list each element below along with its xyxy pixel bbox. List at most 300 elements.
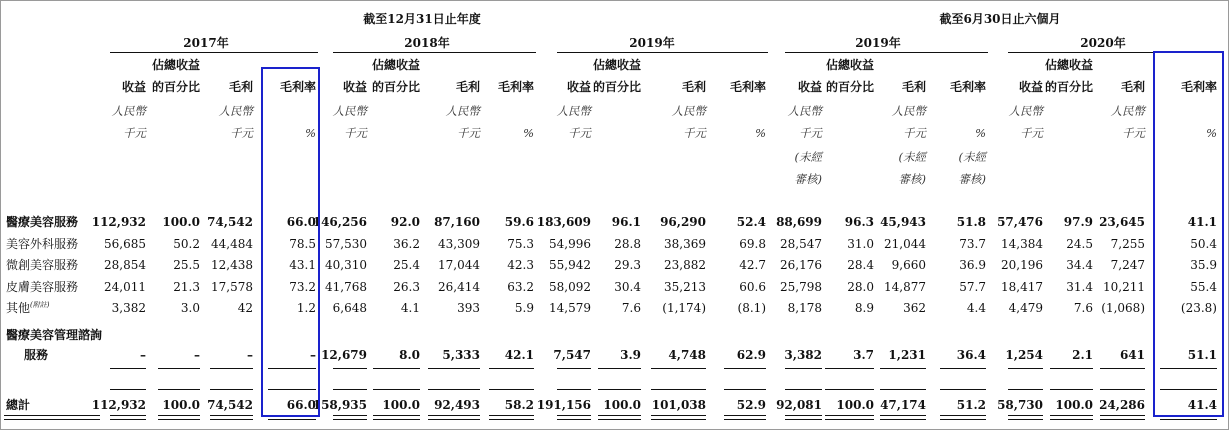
total-top-rule	[880, 389, 926, 390]
table-cell: 41.4	[1187, 398, 1217, 412]
total-double-rule-2	[210, 419, 253, 420]
table-cell: 60.6	[739, 280, 766, 294]
table-cell: 146,256	[312, 215, 367, 229]
table-cell: 52.9	[736, 398, 766, 412]
header-margin: 毛利率	[1180, 80, 1217, 94]
table-cell: 28.8	[614, 237, 641, 251]
header-unaudited-note: (未經	[794, 150, 822, 164]
header-gross-profit: 毛利	[901, 80, 926, 94]
table-cell: 30.4	[614, 280, 641, 294]
table-cell: 44,484	[211, 237, 253, 251]
table-cell: 36.4	[956, 348, 986, 362]
header-unit-rmb: 人民幣	[1008, 104, 1043, 118]
header-revenue: 收益	[797, 80, 822, 94]
table-cell: 36.9	[959, 258, 986, 272]
table-cell: 7,247	[1110, 258, 1145, 272]
table-cell: 74,542	[207, 215, 253, 229]
table-cell: 100.0	[603, 398, 641, 412]
table-cell: 47,174	[880, 398, 926, 412]
table-cell: 23,882	[664, 258, 706, 272]
header-unit-rmb: 人民幣	[1110, 104, 1145, 118]
table-cell: 38,369	[664, 237, 706, 251]
total-top-rule	[333, 389, 367, 390]
table-cell: 14,877	[884, 280, 926, 294]
table-cell: 28.0	[847, 280, 874, 294]
header-gross-profit: 毛利	[228, 80, 253, 94]
subtotal-rule	[880, 368, 926, 369]
header-pct-line2: 的百分比	[151, 80, 200, 94]
table-cell: 87,160	[434, 215, 480, 229]
table-cell: 92,493	[434, 398, 480, 412]
table-cell: 58,092	[549, 280, 591, 294]
table-cell: 5.9	[514, 301, 534, 315]
table-cell: 6,648	[332, 301, 367, 315]
subtotal-rule	[557, 368, 591, 369]
header-unit-percent: %	[755, 126, 766, 140]
row-label-text: 美容外科服務	[6, 237, 79, 251]
table-cell: 14,579	[549, 301, 591, 315]
header-unit-percent: %	[523, 126, 534, 140]
row-label-text: 其他	[6, 301, 31, 315]
table-cell: 35.9	[1190, 258, 1217, 272]
total-double-rule-1	[1050, 415, 1093, 416]
table-cell: 24.5	[1066, 237, 1093, 251]
header-unaudited-note: (未經	[958, 150, 986, 164]
total-top-rule	[489, 389, 534, 390]
total-double-rule-1	[1100, 415, 1145, 416]
header-unit-rmb: 人民幣	[787, 104, 822, 118]
total-double-rule-1	[598, 415, 641, 416]
row-label	[6, 215, 78, 229]
header-unit-rmb: 人民幣	[671, 104, 706, 118]
table-cell: 393	[457, 301, 480, 315]
table-cell: 43.1	[289, 258, 316, 272]
total-top-rule	[1008, 389, 1043, 390]
total-top-rule	[651, 389, 706, 390]
total-double-rule-2	[880, 419, 926, 420]
table-cell: 58,730	[997, 398, 1043, 412]
header-pct-line1: 佔總收益	[371, 58, 420, 72]
table-cell: 28,854	[104, 258, 146, 272]
table-cell: 42.1	[504, 348, 534, 362]
table-cell: 21,044	[884, 237, 926, 251]
table-cell: 29.3	[614, 258, 641, 272]
header-gross-profit: 毛利	[681, 80, 706, 94]
table-cell: 55,942	[549, 258, 591, 272]
header-unit-thousand: 千元	[1122, 126, 1145, 140]
table-cell: (23.8)	[1180, 301, 1217, 315]
subtotal-rule	[940, 368, 986, 369]
table-cell: 362	[903, 301, 926, 315]
total-double-rule-2	[785, 419, 822, 420]
total-top-rule	[1050, 389, 1093, 390]
table-cell: 41.1	[1187, 215, 1217, 229]
header-unit-thousand: 千元	[230, 126, 253, 140]
table-cell: 26,414	[438, 280, 480, 294]
table-cell: 5,333	[442, 348, 480, 362]
subtotal-rule	[333, 368, 367, 369]
row-label	[6, 301, 49, 315]
header-margin: 毛利率	[497, 80, 534, 94]
total-double-rule-2	[373, 419, 420, 420]
header-revenue: 收益	[566, 80, 591, 94]
table-cell: 66.0	[286, 215, 316, 229]
header-gross-profit: 毛利	[1120, 80, 1145, 94]
total-double-rule-1	[110, 415, 146, 416]
total-top-rule	[940, 389, 986, 390]
subtotal-rule	[598, 368, 641, 369]
header-unit-thousand: 千元	[123, 126, 146, 140]
total-double-rule-2	[110, 419, 146, 420]
table-cell: 1,254	[1005, 348, 1043, 362]
total-double-rule-1	[940, 415, 986, 416]
subtotal-rule	[1008, 368, 1043, 369]
year-underline	[557, 52, 768, 53]
table-cell: 57,530	[325, 237, 367, 251]
table-cell: 4.4	[966, 301, 986, 315]
total-double-rule-1	[651, 415, 706, 416]
subtotal-rule	[428, 368, 480, 369]
total-double-rule-1	[724, 415, 766, 416]
table-cell: 8.9	[854, 301, 874, 315]
table-cell: 92,081	[776, 398, 822, 412]
table-cell: 28.4	[847, 258, 874, 272]
table-cell: 51.8	[956, 215, 986, 229]
table-cell: 4.1	[400, 301, 420, 315]
table-cell: 7.6	[621, 301, 641, 315]
subtotal-rule	[785, 368, 822, 369]
table-cell: 41,768	[325, 280, 367, 294]
table-cell: 7,547	[553, 348, 591, 362]
row-label-text: 醫療美容服務	[6, 215, 79, 229]
total-double-rule-1	[373, 415, 420, 416]
table-cell: 59.6	[504, 215, 534, 229]
total-double-rule-1	[880, 415, 926, 416]
table-cell: 21.3	[173, 280, 200, 294]
table-cell: 191,156	[536, 398, 591, 412]
header-pct-line2: 的百分比	[592, 80, 641, 94]
header-unit-thousand: 千元	[457, 126, 480, 140]
table-cell: 8.0	[399, 348, 420, 362]
header-revenue: 收益	[121, 80, 146, 94]
table-cell: (8.1)	[737, 301, 766, 315]
header-unit-thousand: 千元	[683, 126, 706, 140]
table-cell: 97.9	[1063, 215, 1093, 229]
header-unit-thousand: 千元	[344, 126, 367, 140]
total-double-rule-2	[940, 419, 986, 420]
table-cell: 14,384	[1001, 237, 1043, 251]
total-double-rule-2	[825, 419, 874, 420]
table-cell: –	[194, 348, 200, 362]
header-unaudited-note: (未經	[898, 150, 926, 164]
table-cell: 96.3	[844, 215, 874, 229]
table-cell: 75.3	[507, 237, 534, 251]
year-underline	[333, 52, 536, 53]
table-cell: –	[310, 348, 316, 362]
table-cell: 100.0	[162, 398, 200, 412]
table-cell: 2.1	[1072, 348, 1093, 362]
header-pct-line1: 佔總收益	[592, 58, 641, 72]
table-cell: 24,011	[104, 280, 146, 294]
subtotal-rule	[158, 368, 200, 369]
total-top-rule	[557, 389, 591, 390]
row-label	[6, 398, 30, 412]
header-pct-line1: 佔總收益	[151, 58, 200, 72]
total-double-rule-2	[598, 419, 641, 420]
subtotal-rule	[651, 368, 706, 369]
total-double-rule-1	[4, 415, 100, 416]
subtotal-rule	[1100, 368, 1145, 369]
header-unit-thousand: 千元	[799, 126, 822, 140]
header-revenue: 收益	[342, 80, 367, 94]
header-pct-line1: 佔總收益	[825, 58, 874, 72]
header-unit-rmb: 人民幣	[891, 104, 926, 118]
table-cell: 3,382	[111, 301, 146, 315]
header-unit-thousand: 千元	[903, 126, 926, 140]
total-double-rule-2	[724, 419, 766, 420]
header-unit-rmb: 人民幣	[111, 104, 146, 118]
footnote-marker: (附註)	[30, 301, 50, 309]
total-double-rule-1	[825, 415, 874, 416]
table-cell: 100.0	[836, 398, 874, 412]
table-cell: 40,310	[325, 258, 367, 272]
header-margin: 毛利率	[279, 80, 316, 94]
table-cell: 58.2	[504, 398, 534, 412]
table-cell: 55.4	[1190, 280, 1217, 294]
table-cell: (1,174)	[662, 301, 706, 315]
subtotal-rule	[489, 368, 534, 369]
header-unaudited-note: 審核)	[898, 172, 926, 186]
subtotal-rule	[724, 368, 766, 369]
table-cell: 42.7	[739, 258, 766, 272]
total-double-rule-1	[1008, 415, 1043, 416]
table-cell: 24,286	[1099, 398, 1145, 412]
row-label	[6, 237, 78, 251]
table-cell: 52.4	[736, 215, 766, 229]
table-cell: 42.3	[507, 258, 534, 272]
header-unaudited-note: 審核)	[958, 172, 986, 186]
total-double-rule-2	[4, 419, 100, 420]
header-margin: 毛利率	[729, 80, 766, 94]
table-cell: 17,578	[211, 280, 253, 294]
table-cell: 1.2	[296, 301, 316, 315]
year-heading: 2019年	[629, 36, 675, 50]
table-cell: 26,176	[780, 258, 822, 272]
header-gross-profit: 毛利	[455, 80, 480, 94]
header-revenue: 收益	[1018, 80, 1043, 94]
total-double-rule-2	[557, 419, 591, 420]
row-label-continued: 服務	[24, 348, 49, 362]
table-cell: 50.2	[173, 237, 200, 251]
total-double-rule-2	[1160, 419, 1217, 420]
table-cell: 54,996	[549, 237, 591, 251]
table-cell: 92.0	[390, 215, 420, 229]
total-top-rule	[1100, 389, 1145, 390]
table-cell: 43,309	[438, 237, 480, 251]
total-double-rule-2	[268, 419, 316, 420]
table-cell: 158,935	[312, 398, 367, 412]
total-double-rule-2	[428, 419, 480, 420]
table-cell: 3.0	[180, 301, 200, 315]
table-cell: 3.7	[853, 348, 874, 362]
table-cell: 17,044	[438, 258, 480, 272]
header-pct-line2: 的百分比	[1044, 80, 1093, 94]
header-unit-percent: %	[305, 126, 316, 140]
header-pct-line1: 佔總收益	[1044, 58, 1093, 72]
table-cell: 66.0	[286, 398, 316, 412]
table-cell: 3,382	[784, 348, 822, 362]
total-top-rule	[724, 389, 766, 390]
total-top-rule	[373, 389, 420, 390]
row-label-text: 總計	[6, 398, 31, 412]
table-cell: –	[247, 348, 253, 362]
table-cell: –	[140, 348, 146, 362]
subtotal-rule	[110, 368, 146, 369]
table-cell: 51.1	[1187, 348, 1217, 362]
table-cell: 4,748	[668, 348, 706, 362]
table-cell: 74,542	[207, 398, 253, 412]
highlight-box-2020-margin	[1153, 51, 1224, 417]
table-cell: 57,476	[997, 215, 1043, 229]
row-label	[6, 280, 78, 294]
table-cell: 73.2	[289, 280, 316, 294]
table-cell: 20,196	[1001, 258, 1043, 272]
highlight-box-2017-margin	[261, 67, 320, 417]
year-heading: 2018年	[404, 36, 450, 50]
total-top-rule	[110, 389, 146, 390]
table-cell: (1,068)	[1101, 301, 1145, 315]
total-top-rule	[158, 389, 200, 390]
table-cell: 25.5	[173, 258, 200, 272]
table-cell: 10,211	[1103, 280, 1145, 294]
table-cell: 100.0	[162, 215, 200, 229]
table-cell: 641	[1119, 348, 1145, 362]
year-underline	[785, 52, 988, 53]
total-top-rule	[785, 389, 822, 390]
table-cell: 88,699	[776, 215, 822, 229]
table-cell: 96.1	[611, 215, 641, 229]
total-double-rule-1	[428, 415, 480, 416]
header-unit-thousand: 千元	[568, 126, 591, 140]
table-cell: 31.0	[847, 237, 874, 251]
total-top-rule	[825, 389, 874, 390]
table-cell: 51.2	[956, 398, 986, 412]
table-cell: 56,685	[104, 237, 146, 251]
subtotal-rule	[210, 368, 253, 369]
total-double-rule-1	[333, 415, 367, 416]
row-label-text: 皮膚美容服務	[6, 280, 79, 294]
year-heading: 2020年	[1080, 36, 1126, 50]
table-cell: 18,417	[1001, 280, 1043, 294]
total-double-rule-1	[557, 415, 591, 416]
subtotal-rule	[373, 368, 420, 369]
table-cell: 4,479	[1008, 301, 1043, 315]
total-double-rule-2	[651, 419, 706, 420]
year-heading: 2017年	[183, 36, 229, 50]
table-cell: 57.7	[959, 280, 986, 294]
table-cell: 101,038	[651, 398, 706, 412]
table-cell: 25.4	[393, 258, 420, 272]
total-double-rule-2	[1050, 419, 1093, 420]
total-double-rule-2	[489, 419, 534, 420]
table-cell: 50.4	[1190, 237, 1217, 251]
table-cell: 28,547	[780, 237, 822, 251]
table-cell: 96,290	[660, 215, 706, 229]
header-unit-rmb: 人民幣	[445, 104, 480, 118]
table-cell: 7.6	[1073, 301, 1093, 315]
header-unaudited-note: 審核)	[794, 172, 822, 186]
table-cell: 7,255	[1110, 237, 1145, 251]
table-cell: 35,213	[664, 280, 706, 294]
table-cell: 63.2	[507, 280, 534, 294]
total-double-rule-2	[158, 419, 200, 420]
table-cell: 8,178	[787, 301, 822, 315]
table-cell: 9,660	[891, 258, 926, 272]
table-cell: 73.7	[959, 237, 986, 251]
total-double-rule-1	[158, 415, 200, 416]
table-cell: 62.9	[736, 348, 766, 362]
total-double-rule-2	[1100, 419, 1145, 420]
table-cell: 183,609	[536, 215, 591, 229]
header-margin: 毛利率	[949, 80, 986, 94]
row-label-text: 微創美容服務	[6, 258, 79, 272]
table-cell: 112,932	[91, 398, 146, 412]
total-double-rule-1	[489, 415, 534, 416]
table-cell: 12,438	[211, 258, 253, 272]
table-cell: 42	[237, 301, 253, 315]
row-label: 醫療美容管理諮詢	[6, 328, 103, 342]
header-unit-thousand: 千元	[1020, 126, 1043, 140]
period-heading-six-months: 截至6月30日止六個月	[939, 12, 1061, 26]
table-cell: 100.0	[382, 398, 420, 412]
total-double-rule-1	[785, 415, 822, 416]
year-heading: 2019年	[855, 36, 901, 50]
table-cell: 23,645	[1099, 215, 1145, 229]
table-cell: 78.5	[289, 237, 316, 251]
period-heading-year-end: 截至12月31日止年度	[363, 12, 481, 26]
table-cell: 3.9	[620, 348, 641, 362]
total-double-rule-1	[210, 415, 253, 416]
total-double-rule-2	[1008, 419, 1043, 420]
table-cell: 12,679	[321, 348, 367, 362]
table-cell: 36.2	[393, 237, 420, 251]
subtotal-rule	[825, 368, 874, 369]
table-cell: 25,798	[780, 280, 822, 294]
total-top-rule	[428, 389, 480, 390]
table-cell: 1,231	[888, 348, 926, 362]
header-unit-rmb: 人民幣	[556, 104, 591, 118]
row-label	[6, 258, 78, 272]
year-underline	[110, 52, 318, 53]
header-pct-line2: 的百分比	[371, 80, 420, 94]
table-cell: 34.4	[1066, 258, 1093, 272]
header-pct-line2: 的百分比	[825, 80, 874, 94]
total-top-rule	[210, 389, 253, 390]
table-cell: 112,932	[91, 215, 146, 229]
total-double-rule-2	[333, 419, 367, 420]
table-cell: 69.8	[739, 237, 766, 251]
header-unit-percent: %	[1206, 126, 1217, 140]
table-cell: 31.4	[1066, 280, 1093, 294]
header-unit-rmb: 人民幣	[218, 104, 253, 118]
header-unit-percent: %	[975, 126, 986, 140]
header-unit-rmb: 人民幣	[332, 104, 367, 118]
subtotal-rule	[1050, 368, 1093, 369]
table-cell: 100.0	[1055, 398, 1093, 412]
total-top-rule	[598, 389, 641, 390]
table-cell: 45,943	[880, 215, 926, 229]
table-cell: 26.3	[393, 280, 420, 294]
